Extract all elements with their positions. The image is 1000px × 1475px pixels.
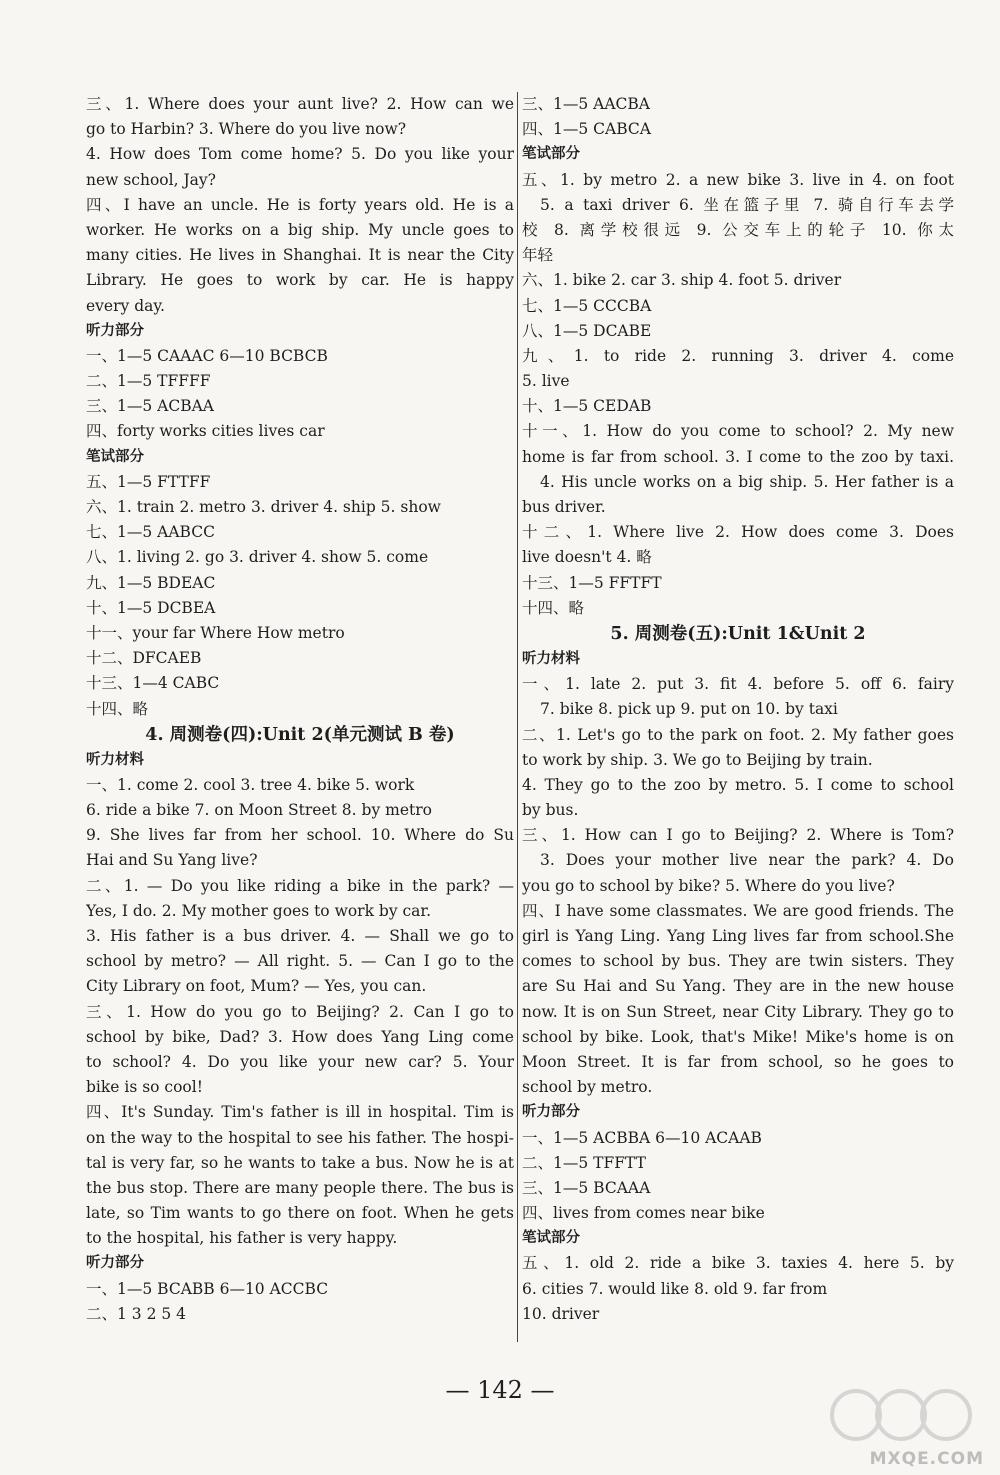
answer-line: 六、1. bike 2. car 3. ship 4. foot 5. driver (522, 271, 842, 290)
answer-line: 十四、略 (86, 699, 149, 718)
answer-line: many cities. He lives in Shanghai. It is near the City (86, 246, 514, 265)
answer-line: 5. a taxi driver 6. 坐在篮子里 7. 骑自行车去学 (540, 195, 954, 214)
test-title: 5. 周测卷(五):Unit 1&Unit 2 (610, 623, 866, 644)
answer-line: 九、1—5 BDEAC (86, 573, 216, 592)
section-heading: 听力部分 (86, 322, 144, 339)
answer-line: 十四、略 (522, 598, 585, 617)
answer-line: 四、I have some classmates. We are good friends. The (522, 901, 954, 920)
answer-line: 5. live (522, 372, 570, 391)
answer-line: 七、1—5 CCCBA (522, 296, 652, 315)
answer-line: Hai and Su Yang live? (86, 851, 258, 870)
answer-line: 十二、1. Where live 2. How does come 3. Does (522, 523, 954, 542)
answer-line: go to Harbin? 3. Where do you live now? (86, 120, 407, 139)
answer-line: 六、1. train 2. metro 3. driver 4. ship 5. show (86, 498, 441, 516)
answer-line: 二、1. Let's go to the park on foot. 2. My father goes (522, 725, 954, 744)
answer-line: school by metro? — All right. 5. — Can I go to the (86, 952, 514, 971)
answer-line: to work by ship. 3. We go to Beijing by train. (522, 750, 873, 769)
answer-line: 五、1. old 2. ride a bike 3. taxies 4. here 5. by (522, 1254, 954, 1273)
answer-line: 三、1. Where does your aunt live? 2. How can we (86, 95, 514, 113)
answer-line: 10. driver (522, 1304, 600, 1323)
answer-line: 八、1—5 DCABE (522, 321, 652, 340)
answer-line: 十一、1. How do you come to school? 2. My new (522, 422, 954, 441)
page-number: — 142 — (445, 1376, 555, 1404)
answer-line: 年轻 (522, 246, 554, 265)
answer-line: 三、1—5 AACBA (522, 95, 650, 113)
section-heading: 听力部分 (86, 1255, 144, 1272)
answer-line: 3. His father is a bus driver. 4. — Shall we go to (86, 927, 514, 945)
answer-line: to the hospital, his father is very happy. (86, 1229, 398, 1248)
answer-line: 四、It's Sunday. Tim's father is ill in hospital. Tim is (86, 1103, 514, 1122)
section-heading: 听力材料 (86, 751, 144, 768)
answer-line: 4. They go to the zoo by metro. 5. I come to school (522, 775, 954, 794)
answer-line: every day. (86, 296, 165, 315)
section-heading: 笔试部分 (522, 1230, 580, 1247)
answer-line: 五、1—5 FTTFF (86, 472, 211, 491)
answer-line: girl is Yang Ling. Yang Ling lives far from school.She (522, 927, 954, 945)
answer-line: 四、forty works cities lives car (86, 422, 325, 441)
answer-line: school by metro. (522, 1078, 653, 1097)
answer-line: new school, Jay? (86, 170, 216, 189)
answer-line: 四、1—5 CABCA (522, 120, 651, 139)
answer-line: the bus stop. There are many people there. The bus is (86, 1178, 514, 1197)
answer-line: Moon Street. It is far from school, so he goes to (522, 1052, 954, 1071)
answer-line: live doesn't 4. 略 (522, 548, 652, 567)
answer-line: school by bike, Dad? 3. How does Yang Ling come (86, 1027, 514, 1046)
answer-line: 三、1. How do you go to Beijing? 2. Can I go to (86, 1002, 514, 1021)
answer-line: bus driver. (522, 498, 606, 516)
answer-line: 一、1—5 BCABB 6—10 ACCBC (86, 1279, 329, 1298)
answer-line: 七、1—5 AABCC (86, 523, 215, 542)
answer-line: 6. cities 7. would like 8. old 9. far from (522, 1279, 828, 1298)
column-divider (517, 92, 518, 1342)
answer-line: 一、1—5 ACBBA 6—10 ACAAB (522, 1128, 762, 1147)
answer-line: 十、1—5 CEDAB (522, 397, 652, 416)
answer-line: worker. He works on a big ship. My uncle goes to (86, 220, 514, 239)
answer-line: 3. Does your mother live near the park? 4. Do (540, 851, 954, 870)
answer-line: 三、1—5 ACBAA (86, 397, 214, 416)
answer-line: 十三、1—5 FFTFT (522, 573, 662, 592)
answer-line: 五、1. by metro 2. a new bike 3. live in 4. on foot (522, 170, 954, 189)
answer-line: 一、1. late 2. put 3. fit 4. before 5. off 6. fairy (522, 675, 954, 694)
answer-line: 四、lives from comes near bike (522, 1204, 765, 1223)
section-heading: 笔试部分 (86, 448, 144, 465)
answer-line: 三、1. How can I go to Beijing? 2. Where is Tom? (522, 826, 954, 845)
answer-line: 一、1. come 2. cool 3. tree 4. bike 5. work (86, 775, 415, 794)
answer-line: on the way to the hospital to see his father. The hospi- (86, 1128, 514, 1147)
answer-line: you go to school by bike? 5. Where do you live? (522, 876, 895, 895)
answer-line: to school? 4. Do you like your new car? 5. Your (86, 1052, 514, 1071)
answer-line: City Library on foot, Mum? — Yes, you can. (86, 977, 427, 996)
answer-line: bike is so cool! (86, 1078, 203, 1097)
answer-line: by bus. (522, 801, 579, 820)
answer-line: are Su Hai and Su Yang. They are in the new house (522, 977, 954, 996)
answer-line: tal is very far, so he wants to take a bus. Now he is at (86, 1153, 514, 1172)
section-heading: 听力部分 (522, 1104, 580, 1121)
answer-line: 十三、1—4 CABC (86, 674, 220, 693)
answer-line: 九、1. to ride 2. running 3. driver 4. come (522, 346, 954, 365)
answer-line: 二、1—5 TFFFF (86, 372, 211, 391)
answer-line: 二、1. — Do you like riding a bike in the park? — (86, 876, 514, 895)
test-title: 4. 周测卷(四):Unit 2(单元测试 B 卷) (145, 724, 455, 745)
answer-line: 校 8. 离学校很远 9. 公交车上的轮子 10. 你太 (522, 220, 954, 239)
answer-line: comes to school by bus. They are twin sisters. They (522, 952, 954, 971)
answer-line: 7. bike 8. pick up 9. put on 10. by taxi (540, 700, 838, 719)
answer-line: 八、1. living 2. go 3. driver 4. show 5. come (86, 548, 429, 567)
answer-line: now. It is on Sun Street, near City Library. They go to (522, 1002, 954, 1021)
answer-line: 4. How does Tom come home? 5. Do you like your (86, 145, 514, 164)
watermark-text: MXQE.COM (869, 1449, 984, 1469)
answer-line: 十、1—5 DCBEA (86, 598, 216, 617)
answer-line: 四、I have an uncle. He is forty years old. He is a (86, 195, 514, 214)
answer-line: 6. ride a bike 7. on Moon Street 8. by metro (86, 801, 432, 820)
answer-line: Library. He goes to work by car. He is happy (86, 271, 514, 290)
section-heading: 笔试部分 (522, 146, 580, 163)
answer-line: 二、1—5 TFFTT (522, 1153, 646, 1172)
answer-line: 三、1—5 BCAAA (522, 1178, 651, 1197)
answer-line: 4. His uncle works on a big ship. 5. Her father is a (540, 472, 954, 491)
answer-line: school by bike. Look, that's Mike! Mike's home is on (522, 1027, 954, 1046)
answer-line: 十一、your far Where How metro (86, 623, 345, 642)
answer-line: late, so Tim wants to go there on foot. When he gets (86, 1204, 514, 1223)
answer-line: 十二、DFCAEB (86, 649, 202, 668)
right-column (522, 92, 954, 1327)
left-column (86, 92, 514, 1327)
answer-line: 一、1—5 CAAAC 6—10 BCBCB (86, 346, 328, 365)
answer-line: home is far from school. 3. I come to the zoo by taxi. (522, 447, 954, 466)
answer-line: 二、1 3 2 5 4 (86, 1304, 187, 1323)
section-heading: 听力材料 (522, 650, 580, 667)
answer-line: 9. She lives far from her school. 10. Where do Su (86, 826, 514, 845)
answer-line: Yes, I do. 2. My mother goes to work by car. (86, 901, 432, 920)
